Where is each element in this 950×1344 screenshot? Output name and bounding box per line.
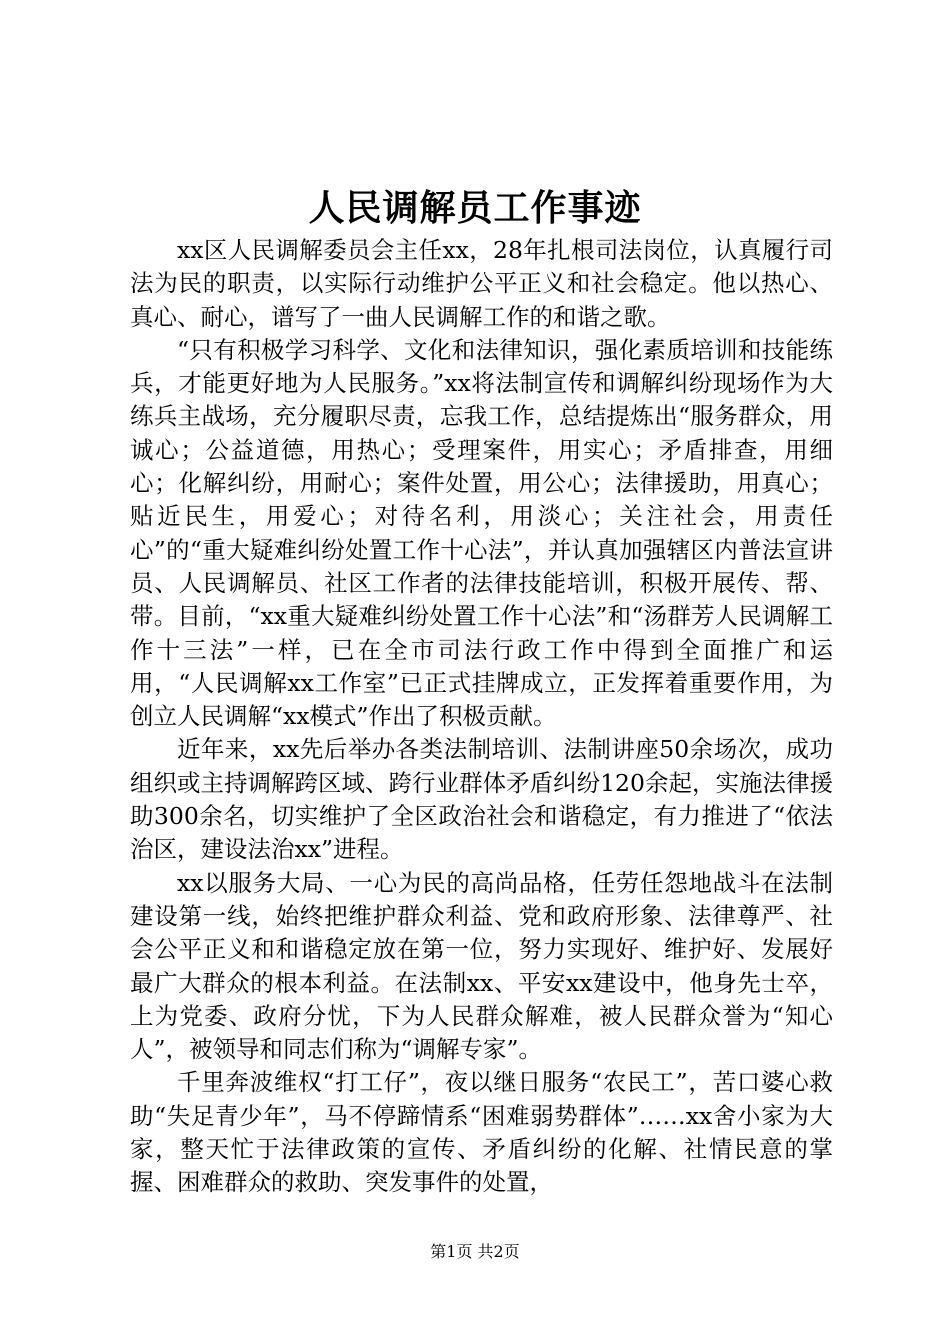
paragraph: 近年来，xx先后举办各类法制培训、法制讲座50余场次，成功组织或主持调解跨区域、跨行业群体矛盾纠纷120余起，实施法律援助300余名，切实维护了全区政治社会和谐稳定，有力推进了“依法治区，建设法治xx”进程。 bbox=[130, 735, 833, 864]
paragraph: xx区人民调解委员会主任xx，28年扎根司法岗位，认真履行司法为民的职责，以实际行动维护公平正义和社会稳定。他以热心、真心、耐心，谱写了一曲人民调解工作的和谐之歌。 bbox=[130, 236, 833, 331]
page-footer: 第1页 共2页 bbox=[430, 1242, 520, 1261]
paragraph: xx以服务大局、一心为民的高尚品格，任劳任怨地战斗在法制建设第一线，始终把维护群众利益、党和政府形象、法律尊严、社会公平正义和和谐稳定放在第一位，努力实现好、维护好、发展好最广大群众的根本利益。在法制xx、平安xx建设中，他身先士卒，上为党委、政府分忧，下为人民群众解难，被人民群众誉为“知心人”，被领导和同志们称为“调解专家”。 bbox=[130, 868, 833, 1064]
document-title: 人民调解员工作事迹 bbox=[308, 187, 642, 229]
paragraph: 千里奔波维权“打工仔”，夜以继日服务“农民工”，苦口婆心救助“失足青少年”，马不停蹄情系“困难弱势群体”……xx舍小家为大家，整天忙于法律政策的宣传、矛盾纠纷的化解、社情民意的掌握、困难群众的救助、突发事件的处置， bbox=[130, 1068, 833, 1197]
paragraph: “只有积极学习科学、文化和法律知识，强化素质培训和技能练兵，才能更好地为人民服务。”xx将法制宣传和调解纠纷现场作为大练兵主战场，充分履职尽责，忘我工作，总结提炼出“服务群众，用诚心；公益道德，用热心；受理案件，用实心；矛盾排查，用细心；化解纠纷，用耐心；案件处置，用公心；法律援助，用真心；贴近民生，用爱心；对待名利，用淡心；关注社会，用责任心”的“重大疑难纠纷处置工作十心法”，并认真加强辖区内普法宣讲员、人民调解员、社区工作者的法律技能培训，积极开展传、帮、带。目前，“xx重大疑难纠纷处置工作十心法”和“汤群芳人民调解工作十三法”一样，已在全市司法行政工作中得到全面推广和运用，“人民调解xx工作室”已正式挂牌成立，正发挥着重要作用，为创立人民调解“xx模式”作出了积极贡献。 bbox=[130, 335, 833, 731]
document-body bbox=[130, 234, 833, 1200]
